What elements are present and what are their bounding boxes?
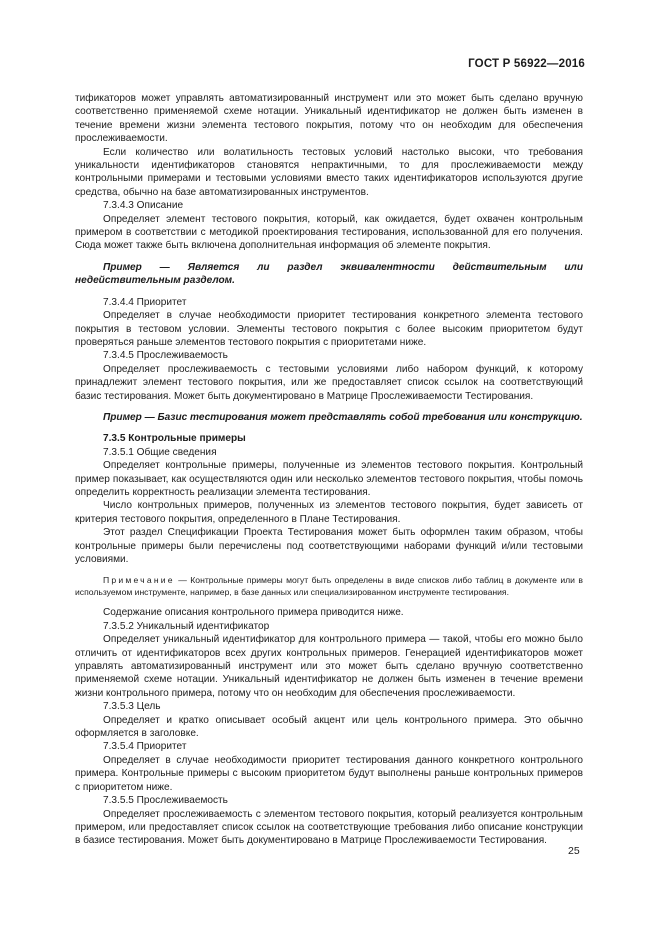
paragraph: Определяет прослеживаемость с элементом тестового покрытия, который реализуется контрольным примером, или предоставляет список ссылок на соответствующие требования либо описание конструкции в базисе тестирования. Может быть документировано в Матрице Прослеживаемости Тестирования. [75, 808, 583, 847]
paragraph: Число контрольных примеров, полученных из элементов тестового покрытия, будет зависеть от критерия тестового покрытия, определенного в Плане Тестирования. [75, 500, 583, 525]
paragraph: Определяет прослеживаемость с тестовыми условиями либо набором функций, к которому принадлежит элемент тестового покрытия, или же предоставляет список ссылок на соответствующий базис тестирования. Может быть документировано в Матрице Прослеживаемости Тестирования. [75, 363, 583, 402]
spacer [75, 566, 583, 574]
section-heading: 7.3.5.4 Приоритет [103, 741, 187, 753]
paragraph: тификаторов может управлять автоматизированный инструмент или это может быть сделано вручную соответственно применяемой схеме нотации. Уникальный идентификатор не должен быть изменен в течение времени жизни элемента тестового покрытия, потому что он необходим для обеспечения прослеживаемости. [75, 93, 583, 145]
paragraph: Определяет уникальный идентификатор для контрольного примера — такой, чтобы его можно было отличить от идентификаторов всех других контрольных примеров. Генерацией идентификаторов может управлять автоматизированный инструмент или это может быть сделано вручную соответственно применяемой схеме нотации. Уникальный идентификатор не должен быть изменен в течение времени жизни контрольного примера, потому что он необходим для обеспечения прослеживаемости. [75, 634, 583, 699]
spacer [75, 598, 583, 606]
example-text: Пример — Базис тестирования может представлять собой требования или конструкцию. [103, 411, 583, 423]
document-body [75, 92, 583, 848]
standard-number: ГОСТ Р 56922—2016 [468, 58, 585, 70]
section-heading: 7.3.5.3 Цель [103, 701, 161, 713]
note-label: Примечание [103, 575, 175, 586]
spacer [75, 253, 583, 261]
section-heading: 7.3.4.4 Приоритет [103, 296, 187, 308]
paragraph: Этот раздел Спецификации Проекта Тестирования может быть оформлен таким образом, чтобы контрольные примеры были перечислены под соответствующими наборами функций и/или тестовыми условиями. [75, 527, 583, 565]
paragraph: Определяет элемент тестового покрытия, который, как ожидается, будет охвачен контрольным примером в соответствии с методикой проектирования тестирования, использованной для его получения. Сюда может также быть включена дополнительная информация об элементе покрытия. [75, 213, 583, 252]
section-heading: 7.3.5.5 Прослеживаемость [103, 795, 228, 807]
spacer [75, 403, 583, 411]
section-heading: 7.3.5.1 Общие сведения [103, 446, 217, 458]
spacer [75, 288, 583, 296]
section-heading-bold: 7.3.5 Контрольные примеры [103, 433, 246, 445]
section-heading: 7.3.5.2 Уникальный идентификатор [103, 620, 270, 632]
note-body: — Контрольные примеры могут быть определены в виде списков либо таблиц в документе или в используемом инструменте, например, в базе данных или специализированном инструменте тестирования. [75, 575, 583, 598]
section-heading: 7.3.4.5 Прослеживаемость [103, 350, 228, 362]
paragraph: Если количество или волатильность тестовых условий настолько высоки, что требования уникальности идентификаторов становятся непрактичными, то для прослеживаемости между контрольными примерами и тестовыми условиями вместо таких идентификаторов используются другие средства, обычно на базе автоматизированных инструментов. [75, 146, 583, 198]
paragraph: Определяет и кратко описывает особый акцент или цель контрольного примера. Это обычно оформляется в заголовке. [75, 714, 583, 740]
paragraph: Содержание описания контрольного примера приводится ниже. [103, 607, 404, 619]
note-text [75, 574, 583, 598]
paragraph: Определяет контрольные примеры, полученные из элементов тестового покрытия. Контрольный пример показывает, как осуществляются один или несколько элементов тестового покрытия, чтобы помочь определить корректность реализации элемента тестирования. [75, 460, 583, 498]
paragraph: Определяет в случае необходимости приоритет тестирования данного конкретного контрольного примера. Контрольные примеры с высоким приоритетом будут выполнены раньше контрольных примеров с приоритетом ниже. [75, 754, 583, 793]
example-text: Пример — Является ли раздел эквивалентности действительным или недействительным разделом. [75, 261, 583, 287]
paragraph: Определяет в случае необходимости приоритет тестирования конкретного элемента тестового покрытия в тестовом условии. Элементы тестового покрытия с более высоким приоритетом будут проверяться раньше элементов тестового покрытия с приоритетами ниже. [75, 310, 583, 348]
spacer [75, 424, 583, 432]
page-number: 25 [568, 845, 580, 857]
section-heading: 7.3.4.3 Описание [103, 200, 184, 212]
